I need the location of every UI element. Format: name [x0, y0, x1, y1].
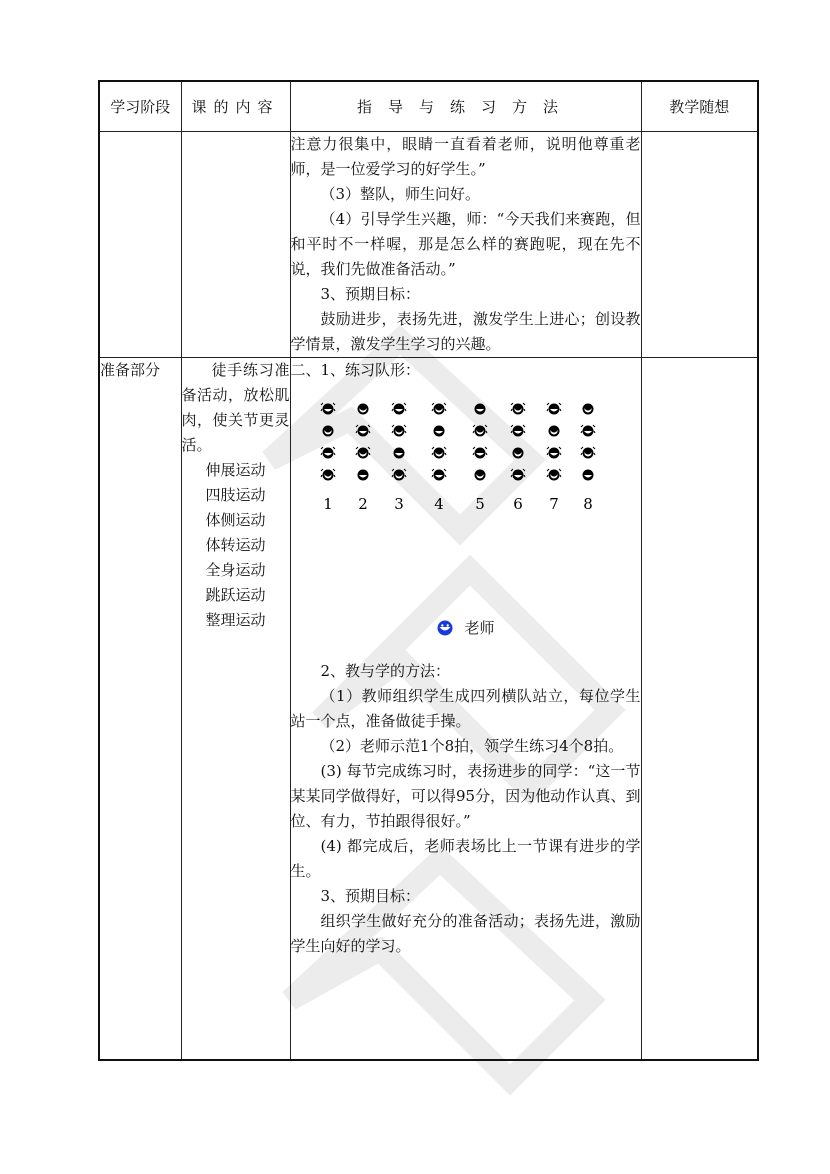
- method-heading: 2、教与学的方法：: [320, 662, 451, 680]
- exercise-item: 整理运动: [205, 611, 266, 629]
- student-icon: [473, 425, 487, 437]
- method-text: (4) 都完成后，老师表场比上一节课有进步的学生。: [290, 837, 641, 880]
- student-icon: [547, 469, 561, 481]
- student-formation-grid: [291, 383, 621, 593]
- column-number-label: 6: [512, 495, 523, 513]
- student-icon: [321, 447, 335, 459]
- column-number-label: 3: [393, 495, 404, 513]
- column-number-label: 5: [474, 495, 485, 513]
- student-icon: [392, 469, 406, 481]
- student-icon: [357, 404, 368, 415]
- student-icon: [548, 426, 559, 437]
- stage-cell: 准备部分: [99, 358, 181, 1060]
- exercise-item: 体侧运动: [205, 511, 266, 529]
- exercise-item: 全身运动: [205, 561, 266, 579]
- content-cell-empty: [181, 132, 290, 358]
- method-text: （3）整队，师生问好。: [320, 185, 481, 203]
- stage-cell-empty: [99, 132, 181, 358]
- student-icon: [547, 403, 561, 415]
- student-icon: [581, 425, 595, 437]
- student-icon: [433, 426, 444, 437]
- content-intro: 徒手练习准备活动，放松肌肉，使关节更灵活。: [181, 361, 290, 454]
- teacher-marker: [291, 613, 641, 643]
- goal-heading: 3、预期目标：: [320, 887, 421, 905]
- student-icon: [432, 403, 446, 415]
- goal-text: 鼓励进步，表扬先进，激发学生上进心；创设教学情景，激发学生学习的兴趣。: [290, 310, 641, 353]
- header-content: 课的内容: [181, 81, 290, 132]
- column-number-label: 2: [357, 495, 368, 513]
- header-row: [99, 81, 758, 132]
- column-number-label: 1: [322, 495, 333, 513]
- notes-cell: [641, 358, 758, 1060]
- student-icon: [511, 425, 525, 437]
- method-text: （2）老师示范1个8拍，领学生练习4个8拍。: [320, 737, 624, 755]
- exercise-item: 体转运动: [205, 536, 266, 554]
- goal-heading: 3、预期目标：: [320, 285, 421, 303]
- column-number-label: 7: [548, 495, 559, 513]
- student-icon: [474, 404, 485, 415]
- header-notes: 教学随想: [641, 81, 758, 132]
- student-icon: [547, 447, 561, 459]
- student-icon: [432, 469, 446, 481]
- student-icon: [321, 403, 335, 415]
- student-icon: [392, 425, 406, 437]
- exercise-item: 伸展运动: [205, 461, 266, 479]
- formation-diagram: [291, 383, 641, 593]
- header-method: 指导与练习方法: [290, 81, 641, 132]
- teacher-label: 老师: [464, 618, 495, 637]
- student-icon: [322, 426, 333, 437]
- method-text: （1）教师组织学生成四列横队站立，每位学生站一个点，准备做徒手操。: [290, 687, 641, 730]
- method-text: 注意力很集中，眼睛一直看着老师，说明他尊重老师，是一位爱学习的好学生。”: [290, 135, 641, 178]
- student-icon: [511, 469, 525, 481]
- formation-title: 二、1、练习队形：: [290, 361, 421, 379]
- lesson-plan-table: [98, 80, 759, 1061]
- student-icon: [432, 447, 446, 459]
- student-icon: [356, 425, 370, 437]
- exercise-item: 跳跃运动: [205, 586, 266, 604]
- student-icon: [321, 469, 335, 481]
- student-icon: [582, 404, 593, 415]
- continuation-row: [99, 132, 758, 358]
- student-icon: [473, 447, 487, 459]
- method-cell-continuation: [290, 132, 641, 358]
- method-text: (3) 每节完成练习时，表扬进步的同学：“这一节某某同学做得好，可以得95分，因为他动作认真、到位、有力，节拍跟得很好。”: [290, 762, 641, 830]
- student-icon: [581, 447, 595, 459]
- student-icon: [512, 448, 523, 459]
- student-icon: [356, 447, 370, 459]
- column-number-label: 8: [582, 495, 593, 513]
- student-icon: [357, 470, 368, 481]
- exercise-item: 四肢运动: [205, 486, 266, 504]
- goal-text: 组织学生做好充分的准备活动；表扬先进，激励学生向好的学习。: [290, 912, 641, 955]
- header-stage: 学习阶段: [99, 81, 181, 132]
- notes-cell-empty: [641, 132, 758, 358]
- method-cell: [290, 358, 641, 1060]
- student-icon: [392, 403, 406, 415]
- preparation-row: [99, 358, 758, 1060]
- content-cell: [181, 358, 290, 1060]
- method-text: （4）引导学生兴趣，师：“今天我们来赛跑，但和平时不一样喔，那是怎么样的赛跑呢，现在先不说，我们先做准备活动。”: [290, 210, 641, 278]
- student-icon: [474, 470, 485, 481]
- column-number-label: 4: [433, 495, 444, 513]
- teacher-icon: [436, 619, 454, 637]
- student-icon: [511, 403, 525, 415]
- student-icon: [582, 470, 593, 481]
- student-icon: [393, 448, 404, 459]
